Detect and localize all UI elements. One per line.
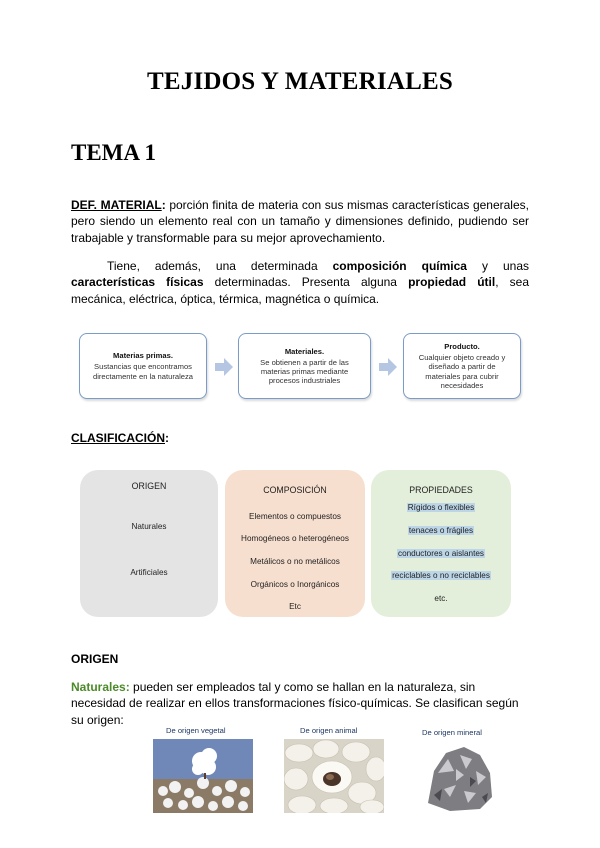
card-item: Elementos o compuestos bbox=[249, 512, 341, 521]
definition-label: DEF. MATERIAL bbox=[71, 198, 162, 212]
card-item: Rígidos o flexibles bbox=[407, 503, 475, 512]
text-run: determinadas. Presenta alguna bbox=[203, 275, 409, 290]
naturales-label: Naturales: bbox=[71, 680, 130, 694]
naturales-text: pueden ser empleados tal y como se hallan en la naturaleza, sin necesidad de realizar en ellos transformaciones físico-químicas. Se clasifican según su origen: bbox=[71, 680, 519, 727]
card-item: Artificiales bbox=[130, 568, 168, 577]
card-item: Naturales bbox=[131, 522, 167, 531]
clasificacion-heading bbox=[71, 431, 169, 445]
card-propiedades bbox=[371, 470, 511, 617]
card-origen bbox=[80, 470, 218, 617]
flow-box-materias-primas bbox=[79, 333, 207, 399]
card-item: Homogéneos o heterogéneos bbox=[241, 534, 349, 543]
bold-term-caracteristicas: características físicas bbox=[71, 275, 204, 290]
flow-heading: Materiales. bbox=[284, 346, 325, 356]
card-item: etc. bbox=[434, 594, 448, 603]
silkworm-cocoon-photo-icon bbox=[284, 739, 384, 813]
card-item: Metálicos o no metálicos bbox=[250, 557, 340, 566]
clasificacion-label: CLASIFICACIÓN bbox=[71, 431, 165, 445]
card-title: COMPOSICIÓN bbox=[263, 485, 327, 495]
text-run: , sea mecánica, eléctrica, óptica, térmica, magnética o química. bbox=[71, 275, 529, 306]
origen-heading: ORIGEN bbox=[71, 652, 119, 666]
section-heading-tema: TEMA 1 bbox=[71, 140, 156, 165]
cotton-photo-icon bbox=[153, 739, 253, 813]
flow-box-materiales bbox=[238, 333, 371, 399]
card-title: PROPIEDADES bbox=[409, 485, 473, 495]
card-item: conductores o aislantes bbox=[397, 549, 485, 558]
composition-paragraph bbox=[71, 258, 529, 307]
definition-text: porción finita de materia con sus mismas características generales, pero siendo un elemento real con un tamaño y dimensiones definido, pudiendo ser trabajable y transformable para su mejor aprovechamiento. bbox=[71, 198, 529, 245]
text-run: y unas bbox=[466, 259, 529, 273]
flow-heading: Materias primas. bbox=[113, 351, 173, 361]
card-composicion bbox=[225, 470, 365, 617]
bold-term-composicion: composición química bbox=[332, 259, 467, 273]
card-item: Orgánicos o Inorgánicos bbox=[250, 580, 340, 589]
card-title: ORIGEN bbox=[131, 481, 167, 491]
flow-text: Se obtienen a partir de las materias primas mediante procesos industriales bbox=[260, 357, 349, 386]
flow-text: Cualquier objeto creado y diseñado a partir de materiales para cubrir necesidades bbox=[418, 353, 506, 390]
card-item: reciclables o no reciclables bbox=[392, 571, 490, 580]
document-title: TEJIDOS Y MATERIALES bbox=[147, 68, 453, 95]
clasificacion-colon: : bbox=[165, 431, 169, 445]
image-caption: De origen mineral bbox=[422, 728, 482, 737]
definition-colon: : bbox=[161, 198, 166, 212]
flow-text: Sustancias que encontramos directamente en la naturaleza bbox=[92, 362, 194, 381]
image-caption: De origen animal bbox=[300, 726, 358, 735]
definition-paragraph bbox=[71, 197, 529, 246]
image-caption: De origen vegetal bbox=[166, 726, 226, 735]
mineral-rock-photo-icon bbox=[420, 741, 498, 815]
card-item: tenaces o frágiles bbox=[408, 526, 474, 535]
flow-box-producto bbox=[403, 333, 521, 399]
naturales-paragraph bbox=[71, 679, 531, 728]
bold-term-propiedad: propiedad útil bbox=[408, 275, 496, 290]
card-item: Etc bbox=[289, 602, 301, 611]
text-run: Tiene, además, una determinada bbox=[107, 259, 333, 273]
flow-heading: Producto. bbox=[444, 341, 480, 351]
